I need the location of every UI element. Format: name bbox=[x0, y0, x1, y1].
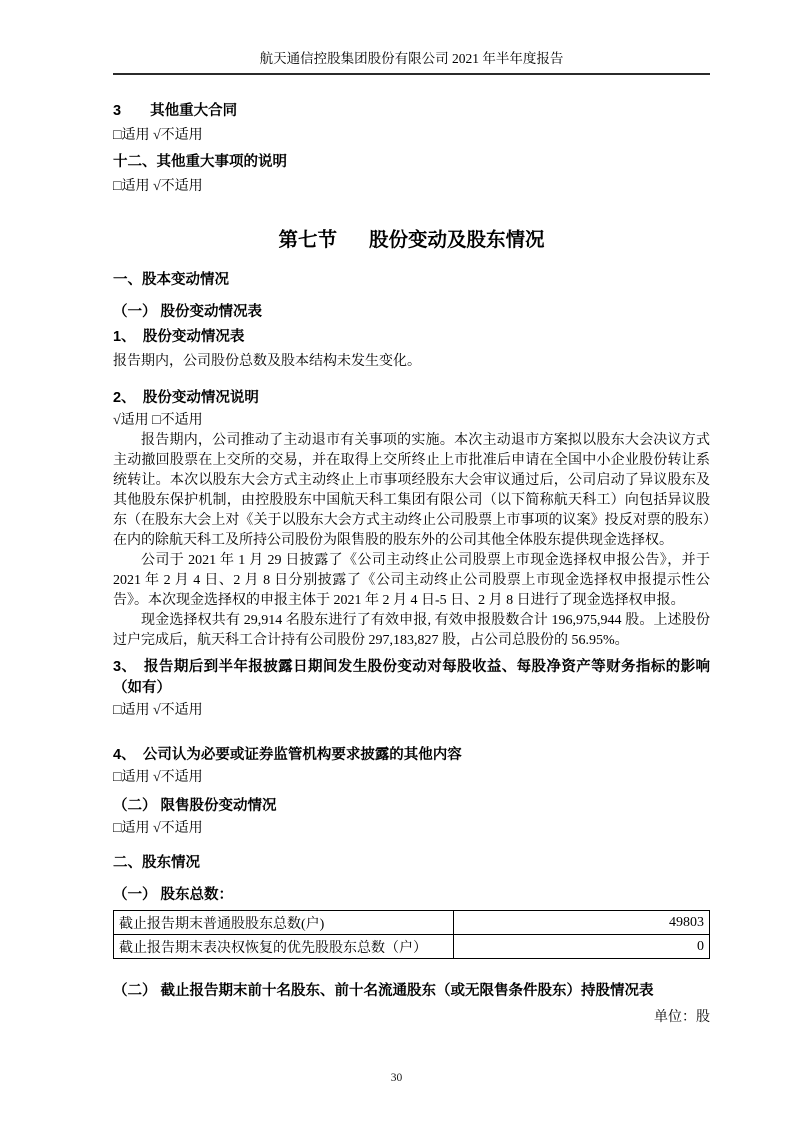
chapter-title: 股份变动及股东情况 bbox=[369, 229, 545, 251]
subsection-share-change-table-heading: （一） 股份变动情况表 bbox=[113, 304, 263, 320]
section-shareholders-heading: 二、股东情况 bbox=[113, 855, 200, 871]
item-share-change-table-heading: 1、 股份变动情况表 bbox=[113, 329, 245, 345]
item-share-change-note-applicability: √适用 □不适用 bbox=[113, 413, 203, 428]
item-post-period-impact-heading: 3、 报告期后到半年报披露日期间发生股份变动对每股收益、每股净资产等财务指标的影响（如有） bbox=[113, 659, 710, 696]
table-row bbox=[114, 935, 710, 959]
subsection-restricted-shares-applicability: □适用 √不适用 bbox=[113, 821, 203, 836]
item-post-period-impact-applicability: □适用 √不适用 bbox=[113, 703, 203, 718]
subsection-top-shareholders-heading: （二） 截止报告期末前十名股东、前十名流通股东（或无限售条件股东）持股情况表 bbox=[113, 983, 654, 999]
other-matters-heading: 十二、其他重大事项的说明 bbox=[113, 154, 287, 170]
page-content bbox=[113, 0, 710, 1028]
contract-item-applicability: □适用 √不适用 bbox=[113, 128, 203, 143]
share-change-paragraph-3: 现金选择权共有 29,914 名股东进行了有效申报, 有效申报股数合计 196,975,944 股。上述股份过户完成后，航天科工合计持有公司股份 297,183,827 股，占公司总股份的 56.95%。 bbox=[113, 613, 710, 648]
table-row bbox=[114, 911, 710, 935]
common-shareholder-count-value: 49803 bbox=[453, 911, 709, 935]
preferred-shareholder-count-value: 0 bbox=[453, 935, 709, 959]
header-title: 航天通信控股集团股份有限公司 2021 年半年度报告 bbox=[259, 51, 564, 66]
subsection-restricted-shares-heading: （二） 限售股份变动情况 bbox=[113, 798, 277, 814]
item-share-change-note-heading: 2、 股份变动情况说明 bbox=[113, 390, 259, 406]
report-header bbox=[113, 0, 710, 75]
page-number: 30 bbox=[390, 1072, 403, 1084]
preferred-shareholder-count-label: 截止报告期末表决权恢复的优先股股东总数（户） bbox=[114, 935, 454, 959]
section-share-capital-heading: 一、股本变动情况 bbox=[113, 272, 229, 288]
chapter-number: 第七节 bbox=[278, 229, 337, 251]
item-other-disclosure-applicability: □适用 √不适用 bbox=[113, 770, 203, 785]
item-other-disclosure-heading: 4、 公司认为必要或证券监管机构要求披露的其他内容 bbox=[113, 747, 462, 763]
share-change-paragraph-2: 公司于 2021 年 1 月 29 日披露了《公司主动终止公司股票上市现金选择权申报公告》，并于2021 年 2 月 4 日、2 月 8 日分别披露了《公司主动终止公司股票上市现金选择权申报提示性公告》。本次现金选择权的申报主体于 2021 年 2 月 4 日-5 日、2 月 8 日进行了现金选择权申报。 bbox=[113, 553, 710, 608]
chapter-heading bbox=[113, 227, 710, 254]
subsection-shareholder-total-heading: （一） 股东总数： bbox=[113, 887, 234, 903]
shareholder-count-table bbox=[113, 910, 710, 959]
common-shareholder-count-label: 截止报告期末普通股股东总数(户) bbox=[114, 911, 454, 935]
contract-item-heading: 3 其他重大合同 bbox=[113, 103, 238, 119]
unit-note: 单位：股 bbox=[654, 1010, 710, 1025]
item-share-change-table-text: 报告期内，公司股份总数及股本结构未发生变化。 bbox=[113, 354, 421, 369]
share-change-paragraph-1: 报告期内，公司推动了主动退市有关事项的实施。本次主动退市方案拟以股东大会决议方式主动撤回股票在上交所的交易，并在取得上交所终止上市批准后申请在全国中小企业股份转让系统转让。本次以股东大会方式主动终止上市事项经股东大会审议通过后，公司启动了异议股东及其他股东保护机制，由控股股东中国航天科工集团有限公司（以下简称航天科工）向包括异议股东（在股东大会上对《关于以股东大会方式主动终止公司股票上市事项的议案》投反对票的股东）在内的除航天科工及所持公司股份为限售股的股东外的公司其他全体股东提供现金选择权。 bbox=[113, 433, 710, 548]
other-matters-applicability: □适用 √不适用 bbox=[113, 179, 203, 194]
